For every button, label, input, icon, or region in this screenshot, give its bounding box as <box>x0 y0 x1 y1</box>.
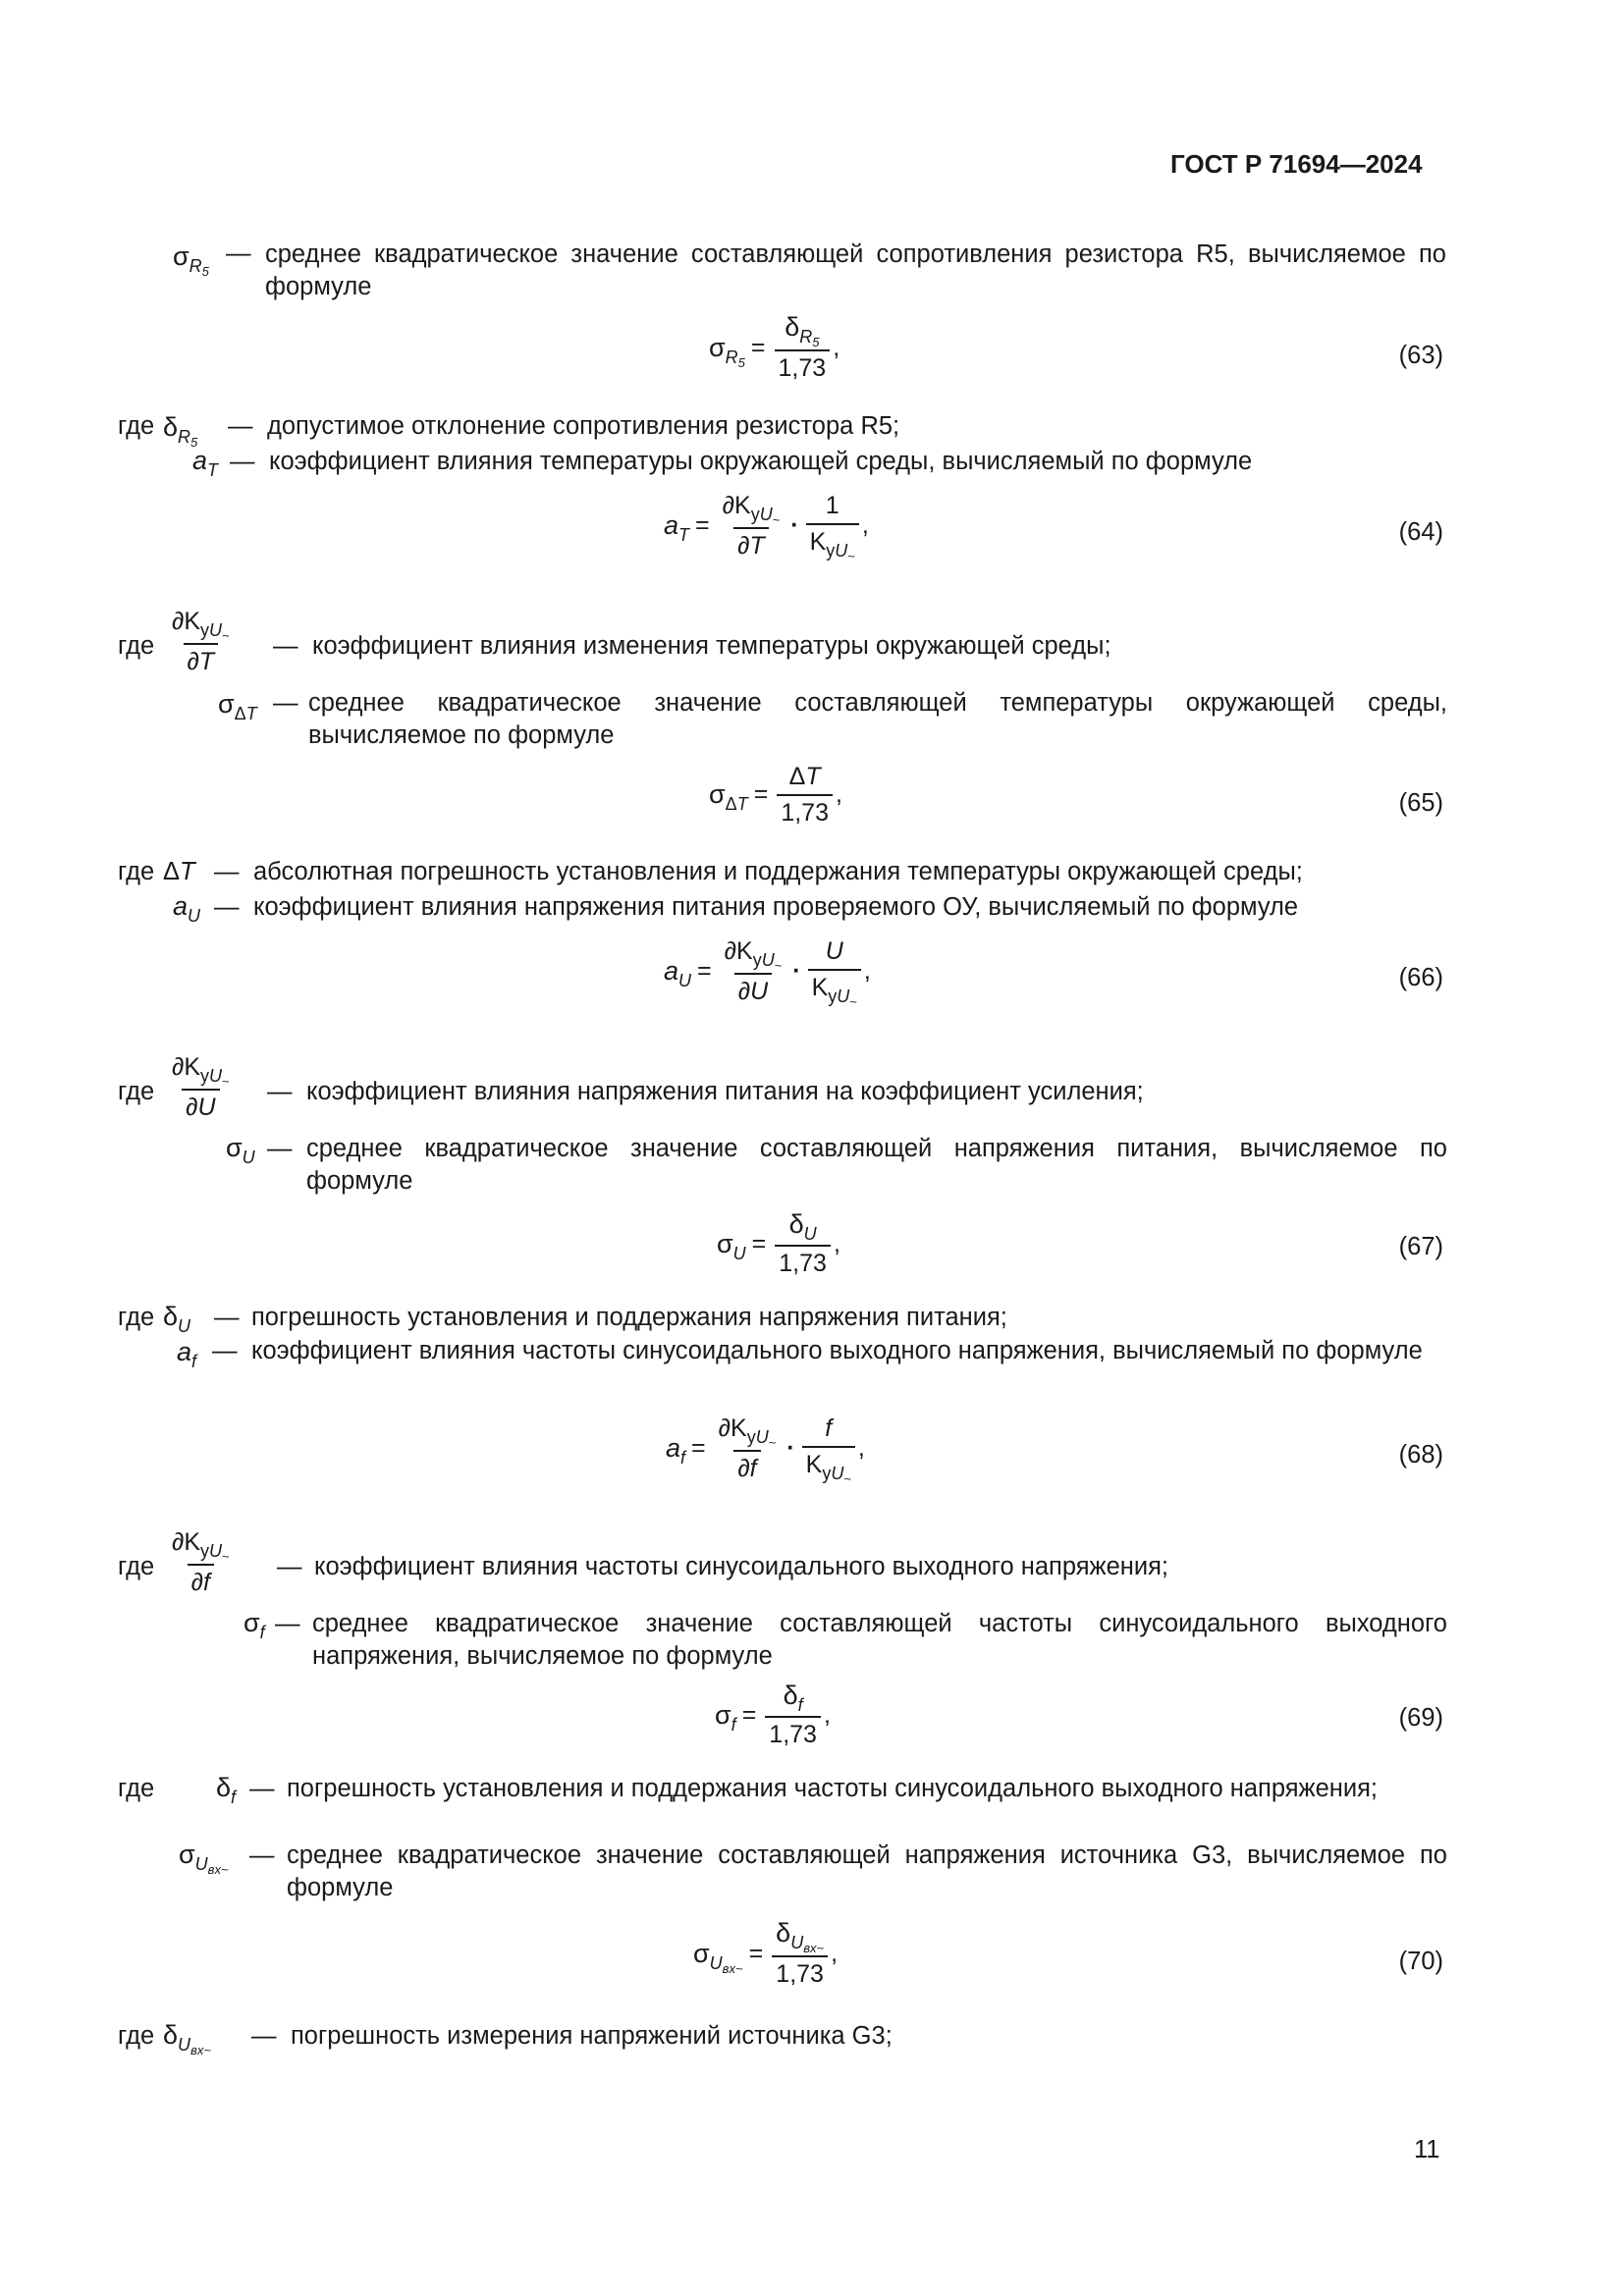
symbol-sigma-dt: $\sigma_{\Delta T}$ <box>218 689 257 723</box>
term-sigma-dt-text: среднее квадратическое значение составляющей температуры окружающей среды, вычисляемое по формуле <box>308 689 1447 749</box>
term-dash: — <box>249 1775 275 1802</box>
where-label: где <box>118 1304 155 1331</box>
term-dash: — <box>230 448 255 475</box>
term-delta-f-text: погрешность установления и поддержания частоты синусоидального выходного напряжения; <box>287 1775 1378 1802</box>
term-dash: — <box>267 1135 293 1162</box>
where-label: где <box>118 1078 155 1105</box>
term-dash: — <box>273 689 298 717</box>
symbol-a-u: $a_U$ <box>173 891 201 926</box>
symbol-a-f: $a_f$ <box>177 1337 197 1371</box>
equation-number-65: (65) <box>1398 789 1443 817</box>
where-label: где <box>118 632 155 660</box>
fraction-dk-df: $\frac{\partial K_{уU_\sim}}{\partial f}$ <box>172 1528 230 1596</box>
equation-number-68: (68) <box>1398 1441 1443 1468</box>
where-label: где <box>118 412 155 440</box>
equation-67: $\sigma_U$ = $\frac{\delta_U}{1,73}$ , <box>717 1209 840 1277</box>
term-dash: — <box>249 1842 275 1869</box>
term-a-u-text: коэффициент влияния напряжения питания проверяемого ОУ, вычисляемый по формуле <box>253 893 1299 921</box>
where-label: где <box>118 1775 155 1802</box>
symbol-sigma-f: $\sigma_f$ <box>244 1608 265 1642</box>
term-dk-dt-text: коэффициент влияния изменения температуры окружающей среды; <box>312 632 1111 660</box>
term-dash: — <box>277 1553 302 1580</box>
equation-64: $a_T$ = $\frac{\partial K_{уU_\sim}}{\partial T}$ · $\frac{1}{K_{уU_\sim}}$ , <box>664 492 869 563</box>
term-delta-r5-text: допустимое отклонение сопротивления резистора R5; <box>267 412 900 440</box>
term-a-f-text: коэффициент влияния частоты синусоидального выходного напряжения, вычисляемый по формуле <box>251 1337 1423 1364</box>
term-dash: — <box>275 1610 300 1637</box>
fraction-dk-dt: $\frac{\partial K_{уU_\sim}}{\partial T}$ <box>172 608 230 675</box>
term-sigma-r5-text: среднее квадратическое значение составляющей сопротивления резистора R5, вычисляемое по формуле <box>265 240 1446 300</box>
equation-65: $\sigma_{\Delta T}$ = $\frac{\Delta T}{1,73}$ , <box>709 763 842 827</box>
equation-number-69: (69) <box>1398 1704 1443 1732</box>
term-delta-u-text: погрешность установления и поддержания напряжения питания; <box>251 1304 1007 1331</box>
equation-number-70: (70) <box>1398 1948 1443 1975</box>
where-label: где <box>118 858 155 885</box>
where-label: где <box>118 2022 155 2050</box>
symbol-delta-u: $\delta_U$ <box>163 1302 191 1336</box>
symbol-a-t: $a_T$ <box>192 446 219 480</box>
term-dash: — <box>267 1078 293 1105</box>
term-delta-t-text: абсолютная погрешность установления и поддержания температуры окружающей среды; <box>253 858 1303 885</box>
equation-number-64: (64) <box>1398 518 1443 546</box>
equation-63: $\sigma_{R_5}$ = $\frac{\delta_{R_5}}{1,73}$ , <box>709 312 840 382</box>
where-label: где <box>118 1553 155 1580</box>
symbol-delta-u-vx: $\delta_{U_{вх\sim}}$ <box>163 2020 211 2057</box>
term-sigma-u-text: среднее квадратическое значение составляющей напряжения питания, вычисляемое по формуле <box>306 1135 1447 1195</box>
equation-69: $\sigma_f$ = $\frac{\delta_f}{1,73}$ , <box>715 1681 831 1748</box>
term-sigma-f-text: среднее квадратическое значение составляющей частоты синусоидального выходного напряжения, вычисляемое по формуле <box>312 1610 1447 1670</box>
equation-68: $a_f$ = $\frac{\partial K_{уU_\sim}}{\partial f}$ · $\frac{f}{K_{уU_\sim}}$ , <box>666 1415 865 1486</box>
term-dash: — <box>251 2022 277 2050</box>
document-header: ГОСТ Р 71694—2024 <box>1170 149 1423 179</box>
term-dash: — <box>273 632 298 660</box>
term-dash: — <box>226 240 251 267</box>
equation-number-67: (67) <box>1398 1233 1443 1260</box>
term-delta-uvx-text: погрешность измерения напряжений источника G3; <box>291 2022 893 2050</box>
term-dash: — <box>214 858 240 885</box>
equation-70: $\sigma_{U_{вх\sim}}$ = $\frac{\delta_{U_{вх\sim}}}{1,73}$ , <box>693 1918 839 1988</box>
equation-number-66: (66) <box>1398 964 1443 991</box>
equation-number-63: (63) <box>1398 342 1443 369</box>
term-dk-du-text: коэффициент влияния напряжения питания на коэффициент усиления; <box>306 1078 1144 1105</box>
term-dash: — <box>228 412 253 440</box>
symbol-sigma-u-vx: $\sigma_{U_{вх\sim}}$ <box>179 1840 229 1877</box>
symbol-sigma-r5: $\sigma_{R_5}$ <box>173 241 209 279</box>
term-dash: — <box>214 1304 240 1331</box>
symbol-sigma-u: $\sigma_U$ <box>226 1133 255 1167</box>
equation-66: $a_U$ = $\frac{\partial K_{уU_\sim}}{\partial U}$ · $\frac{U}{K_{уU_\sim}}$ , <box>664 937 871 1009</box>
symbol-delta-t: ΔT <box>163 858 195 885</box>
term-dk-df-text: коэффициент влияния частоты синусоидального выходного напряжения; <box>314 1553 1169 1580</box>
term-a-t-text: коэффициент влияния температуры окружающей среды, вычисляемый по формуле <box>269 448 1253 475</box>
symbol-delta-r5: $\delta_{R_5}$ <box>163 412 198 450</box>
term-dash: — <box>214 893 240 921</box>
symbol-delta-f: $\delta_f$ <box>216 1773 237 1807</box>
term-dash: — <box>212 1337 238 1364</box>
term-sigma-uvx-text: среднее квадратическое значение составляющей напряжения источника G3, вычисляемое по формуле <box>287 1842 1447 1901</box>
page-number: 11 <box>1414 2136 1440 2163</box>
fraction-dk-du: $\frac{\partial K_{уU_\sim}}{\partial U}$ <box>172 1053 230 1121</box>
